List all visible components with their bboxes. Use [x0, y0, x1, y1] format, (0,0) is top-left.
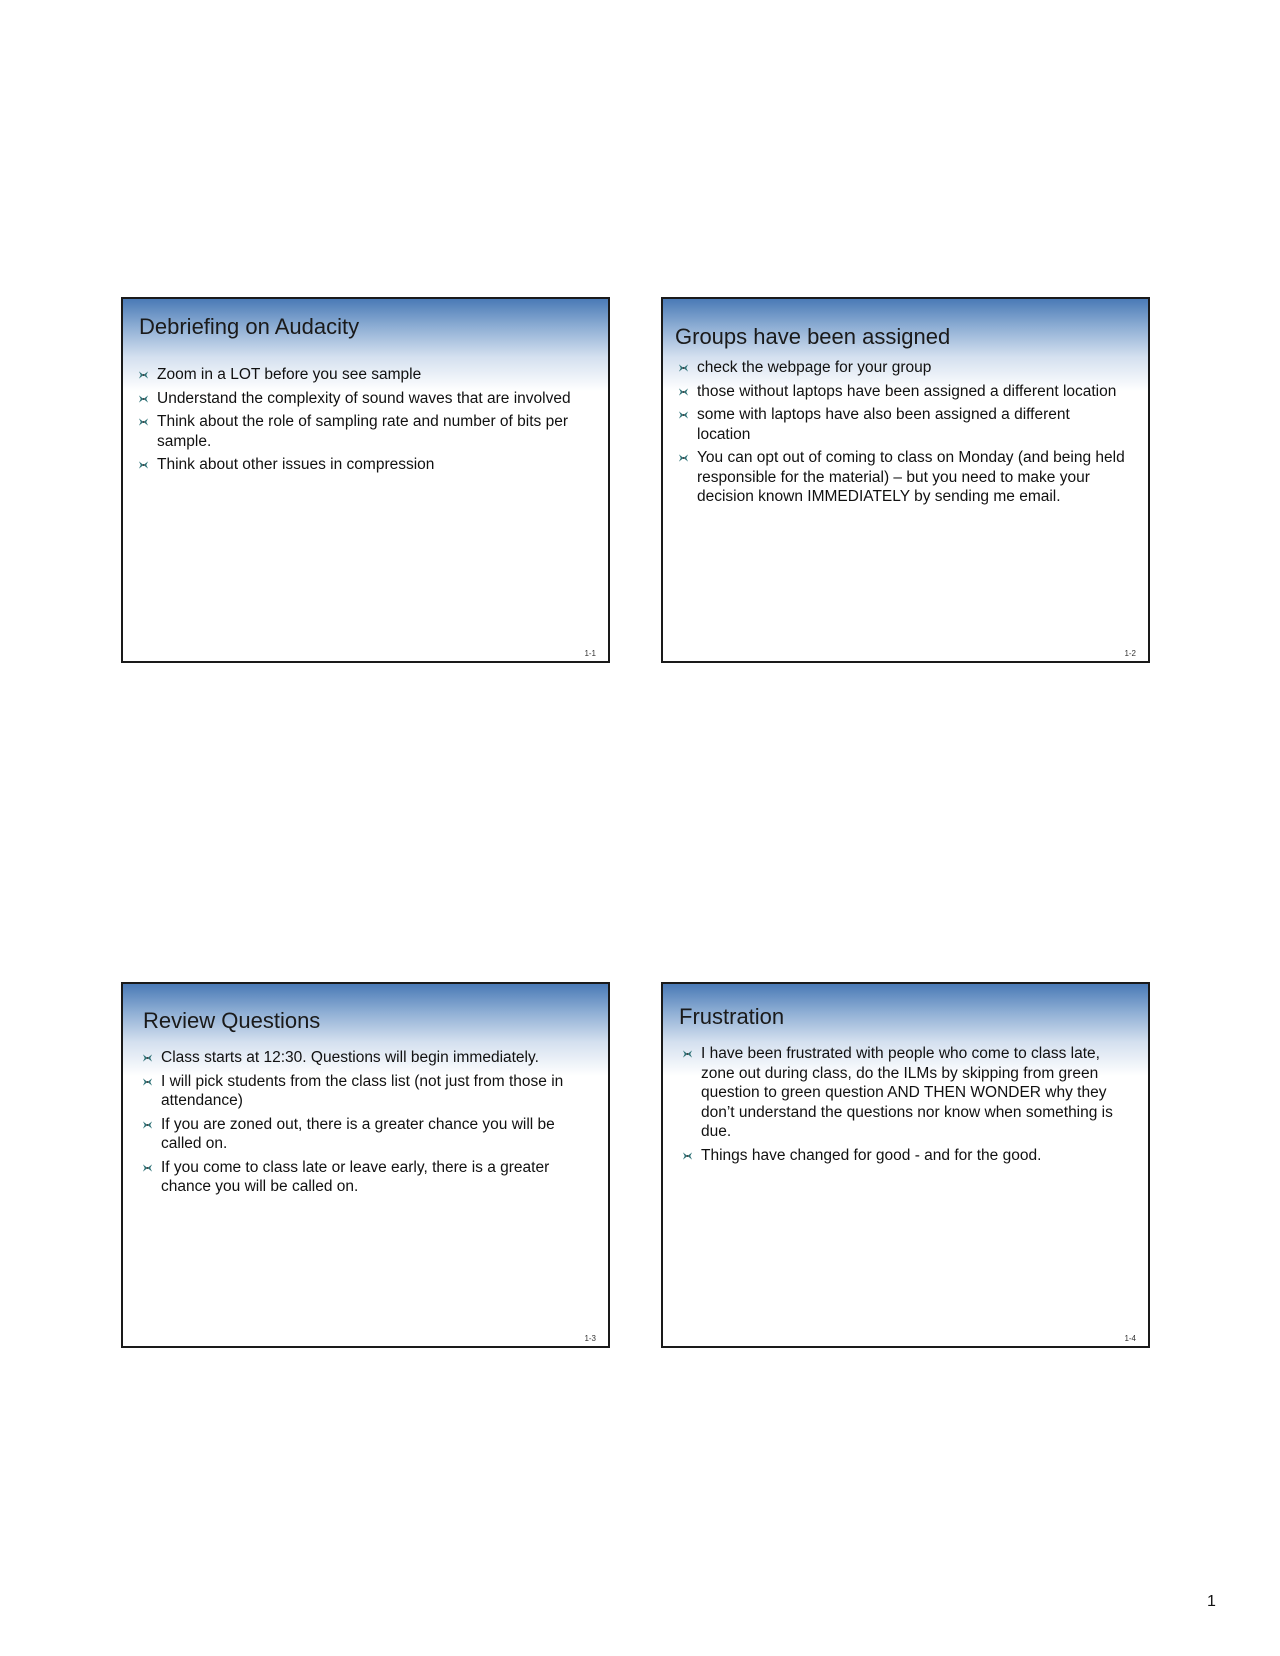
list-item — [141, 1158, 581, 1197]
list-item — [681, 1146, 1131, 1166]
bullet-list — [681, 1044, 1131, 1169]
list-item — [141, 1072, 581, 1111]
butterfly-icon — [142, 1077, 153, 1087]
slide-number: 1-2 — [1124, 649, 1136, 658]
list-item — [141, 1048, 581, 1068]
bullet-text: I will pick students from the class list (not just from those in attendance) — [161, 1072, 564, 1109]
page-number: 1 — [1207, 1593, 1216, 1610]
butterfly-icon — [678, 410, 689, 420]
slide-title: Review Questions — [143, 1008, 321, 1033]
list-item — [137, 455, 577, 475]
butterfly-icon — [138, 370, 149, 380]
butterfly-icon — [138, 417, 149, 427]
butterfly-icon — [142, 1053, 153, 1063]
list-item — [677, 405, 1127, 444]
butterfly-icon — [682, 1049, 693, 1059]
slide-title: Debriefing on Audacity — [139, 314, 360, 339]
butterfly-icon — [682, 1151, 693, 1161]
bullet-text: Understand the complexity of sound waves that are involved — [157, 389, 571, 407]
slide-number: 1-3 — [584, 1334, 596, 1343]
bullet-text: Think about other issues in compression — [157, 456, 435, 473]
slide-4 — [661, 982, 1150, 1348]
slide-2 — [661, 297, 1150, 663]
bullet-text: If you are zoned out, there is a greater chance you will be called on. — [161, 1115, 555, 1152]
slide-1 — [121, 297, 610, 663]
bullet-text: If you come to class late or leave early, there is a greater chance you will be called on. — [161, 1158, 550, 1195]
butterfly-icon — [138, 460, 149, 470]
bullet-text: You can opt out of coming to class on Monday (and being held responsible for the material) – but you need to make your decision known IMMEDIATELY by sending me email. — [697, 449, 1125, 505]
butterfly-icon — [138, 394, 149, 404]
bullet-text: some with laptops have also been assigned a different location — [697, 406, 1070, 443]
list-item — [137, 365, 577, 385]
butterfly-icon — [678, 387, 689, 397]
bullet-text: Class starts at 12:30. Questions will begin immediately. — [161, 1049, 539, 1066]
bullet-list — [677, 358, 1127, 511]
bullet-list — [141, 1048, 581, 1201]
bullet-text: I have been frustrated with people who come to class late, zone out during class, do the ILMs by skipping from green question to green question AND THEN WONDER why they don’t understand the questions nor know when something is due. — [701, 1045, 1113, 1140]
list-item — [677, 382, 1127, 402]
butterfly-icon — [678, 363, 689, 373]
list-item — [141, 1115, 581, 1154]
slide-title: Groups have been assigned — [675, 324, 951, 349]
slide-number: 1-1 — [584, 649, 596, 658]
slide-number: 1-4 — [1124, 1334, 1136, 1343]
bullet-text: Zoom in a LOT before you see sample — [157, 366, 422, 383]
butterfly-icon — [142, 1120, 153, 1130]
list-item — [681, 1044, 1131, 1142]
list-item — [677, 448, 1127, 507]
slide-3 — [121, 982, 610, 1348]
list-item — [137, 412, 577, 451]
list-item — [677, 358, 1127, 378]
bullet-text: those without laptops have been assigned a different location — [697, 382, 1117, 400]
butterfly-icon — [678, 453, 689, 463]
butterfly-icon — [142, 1163, 153, 1173]
bullet-text: Think about the role of sampling rate and number of bits per sample. — [157, 413, 568, 450]
bullet-text: check the webpage for your group — [697, 359, 932, 376]
list-item — [137, 389, 577, 409]
slide-title: Frustration — [679, 1004, 785, 1029]
bullet-text: Things have changed for good - and for the good. — [701, 1146, 1042, 1164]
bullet-list — [137, 365, 577, 479]
